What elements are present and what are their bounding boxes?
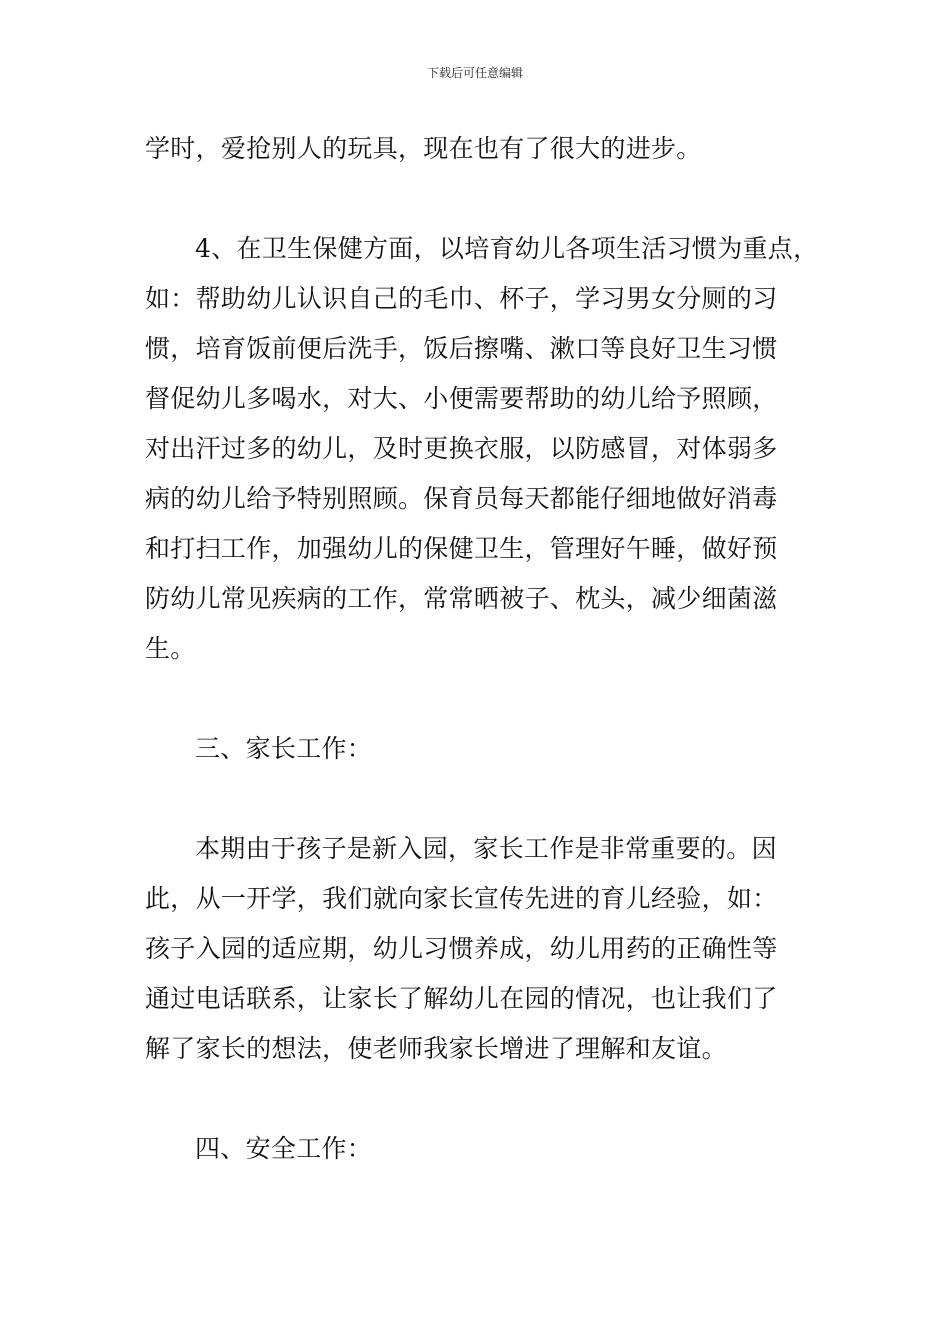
paragraph-line: 防幼儿常见疾病的工作，常常晒被子、枕头，减少细菌滋 [145, 584, 778, 613]
paragraph-line: 病的幼儿给予特别照顾。保育员每天都能仔细地做好消毒 [145, 484, 778, 513]
section-heading: 四、安全工作： [195, 1134, 373, 1163]
paragraph-line: 孩子入园的适应期，幼儿习惯养成，幼儿用药的正确性等 [145, 934, 778, 963]
paragraph-line: 4、在卫生保健方面，以培育幼儿各项生活习惯为重点， [195, 234, 819, 263]
paragraph-line: 本期由于孩子是新入园，家长工作是非常重要的。因 [195, 834, 777, 863]
paragraph-line: 此，从一开学，我们就向家长宣传先进的育儿经验，如： [145, 884, 778, 913]
paragraph-line: 和打扫工作，加强幼儿的保健卫生，管理好午睡，做好预 [145, 534, 778, 563]
paragraph-line: 如：帮助幼儿认识自己的毛巾、杯子，学习男女分厕的习 [145, 284, 778, 313]
paragraph-line: 督促幼儿多喝水，对大、小便需要帮助的幼儿给予照顾， [145, 384, 778, 413]
paragraph-line: 对出汗过多的幼儿，及时更换衣服，以防感冒，对体弱多 [145, 434, 778, 463]
section-heading: 三、家长工作： [195, 734, 373, 763]
paragraph-line: 通过电话联系，让家长了解幼儿在园的情况，也让我们了 [145, 984, 778, 1013]
paragraph-line: 生。 [145, 634, 196, 663]
paragraph-line: 学时，爱抢别人的玩具，现在也有了很大的进步。 [145, 134, 702, 163]
page-header: 下载后可任意编辑 [426, 66, 523, 80]
paragraph-line: 解了家长的想法，使老师我家长增进了理解和友谊。 [145, 1034, 727, 1063]
paragraph-line: 惯，培育饭前便后洗手，饭后擦嘴、漱口等良好卫生习惯 [145, 334, 778, 363]
